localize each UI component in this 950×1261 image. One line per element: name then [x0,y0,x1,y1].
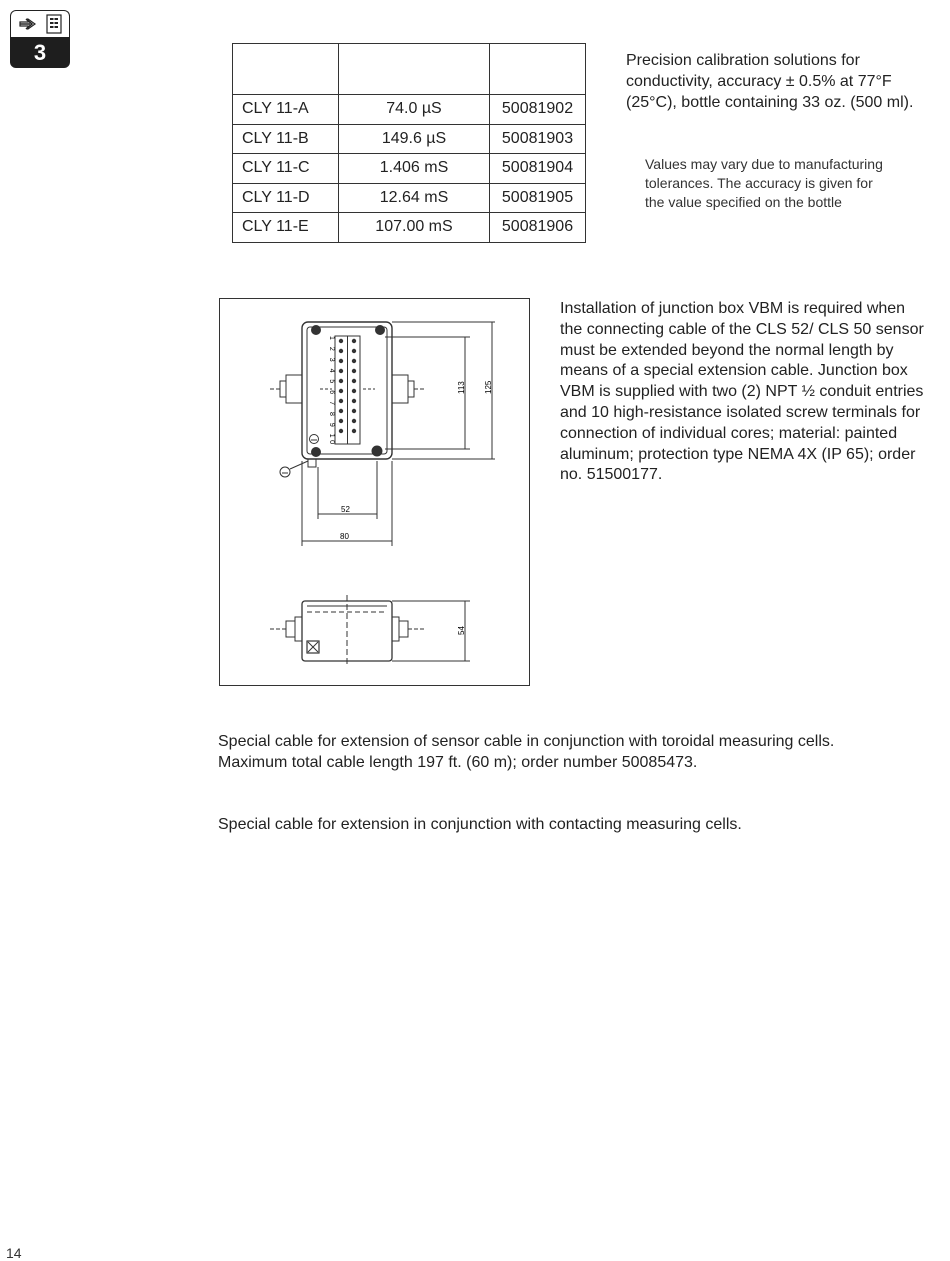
arrow-to-list-icon [11,11,69,37]
page-number: 14 [6,1245,22,1261]
value-cell: 149.6 µS [339,124,490,154]
dimension-80: 80 [340,532,349,541]
dimension-52: 52 [341,505,350,514]
dimension-54: 54 [457,626,466,635]
cable-toroidal-line2: Maximum total cable length 197 ft. (60 m); order number 50085473. [218,753,698,771]
header-cell [233,44,339,95]
junction-box-description: Installation of junction box VBM is required when the connecting cable of the CLS 52/ CLS 50 sensor must be extended beyond the normal length by means of a special extension cable. Junction box VBM is supplied with two (2) NPT ½ conduit entries and 10 high-resistance isolated screw terminals for connection of individual cores; material: painted aluminum; protection type NEMA 4X (IP 65); order no. 51500177. [560,300,924,484]
type-cell: CLY 11-A [233,95,339,125]
type-cell: CLY 11-D [233,183,339,213]
junction-box-drawing [219,298,530,686]
terminal-numbers: 1 2 3 4 5 6 7 8 9 10 [328,336,335,444]
calibration-note: Values may vary due to manufacturing tolerances. The accuracy is given for the value specified on the bottle [645,156,883,210]
table-row [233,183,586,213]
header-cell [339,44,490,95]
dimension-125: 125 [484,380,493,394]
cable-toroidal-line1: Special cable for extension of sensor cable in conjunction with toroidal measuring cells. [218,733,835,750]
dimension-113: 113 [457,381,466,394]
type-cell: CLY 11-C [233,154,339,184]
order-cell: 50081906 [490,213,586,243]
value-cell: 107.00 mS [339,213,490,243]
cable-toroidal-paragraph [218,732,918,774]
cable-contacting-paragraph: Special cable for extension in conjunction with contacting measuring cells. [218,816,742,833]
table-header-row [233,44,586,95]
header-cell [490,44,586,95]
table-row [233,124,586,154]
order-cell: 50081904 [490,154,586,184]
calibration-description: Precision calibration solutions for conductivity, accuracy ± 0.5% at 77°F (25°C), bottle containing 33 oz. (500 ml). [626,52,914,111]
table-row [233,213,586,243]
junction-box-drawing-svg [220,299,529,685]
order-cell: 50081902 [490,95,586,125]
type-cell: CLY 11-B [233,124,339,154]
tab-icon-area [10,10,70,37]
value-cell: 12.64 mS [339,183,490,213]
order-cell: 50081905 [490,183,586,213]
value-cell: 1.406 mS [339,154,490,184]
table-row [233,154,586,184]
calibration-table [232,43,586,243]
section-tab [10,10,70,68]
table-row [233,95,586,125]
section-number: 3 [10,37,70,68]
type-cell: CLY 11-E [233,213,339,243]
value-cell: 74.0 µS [339,95,490,125]
order-cell: 50081903 [490,124,586,154]
